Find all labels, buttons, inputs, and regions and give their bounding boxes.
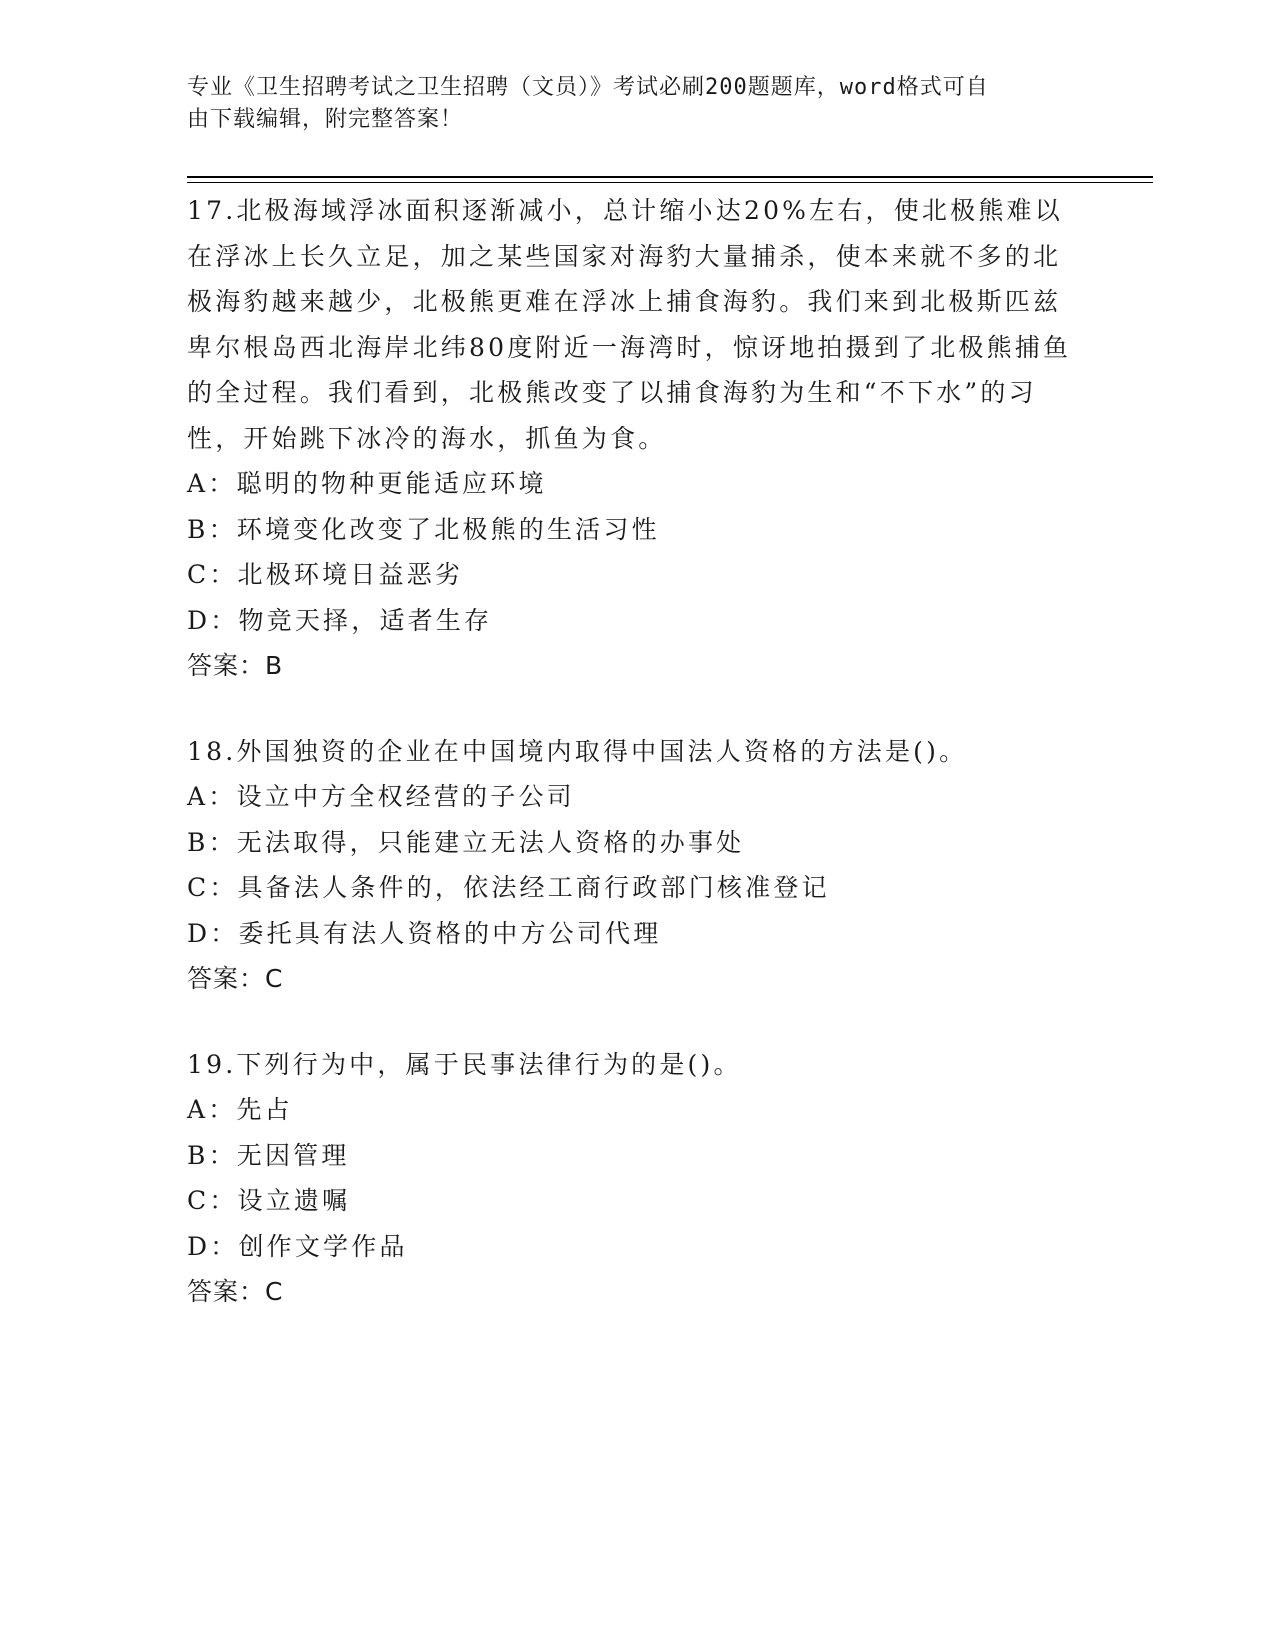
option-c: C：设立遗嘱	[187, 1186, 351, 1215]
option-a: A：先占	[187, 1095, 293, 1124]
answer-label: 答案：C	[187, 964, 284, 993]
option-d: D：委托具有法人资格的中方公司代理	[187, 918, 662, 948]
option-b: B：环境变化改变了北极熊的生活习性	[187, 514, 660, 544]
question-18	[187, 729, 1087, 1002]
answer-label: 答案：B	[187, 651, 284, 680]
header-divider-thin	[187, 182, 1153, 183]
document-header	[187, 72, 1067, 136]
option-a: A：聪明的物种更能适应环境	[187, 469, 547, 498]
question-17	[187, 188, 1087, 689]
header-divider-thick	[187, 176, 1153, 178]
header-line-2: 由下载编辑，附完整答案！	[187, 107, 464, 132]
question-stem: 18.外国独资的企业在中国境内取得中国法人资格的方法是()。	[187, 736, 968, 766]
option-b: B：无因管理	[187, 1140, 350, 1170]
option-b: B：无法取得，只能建立无法人资格的办事处	[187, 827, 745, 857]
answer-label: 答案：C	[187, 1277, 284, 1306]
option-a: A：设立中方全权经营的子公司	[187, 782, 575, 811]
question-stem: 17.北极海域浮冰面积逐渐减小，总计缩小达20%左右，使北极熊难以在浮冰上长久立足，加之某些国家对海豹大量捕杀，使本来就不多的北极海豹越来越少，北极熊更难在浮冰上捕食海豹。我们来到北极斯匹兹卑尔根岛西北海岸北纬80度附近一海湾时，惊讶地拍摄到了北极熊捕鱼的全过程。我们看到，北极熊改变了以捕食海豹为生和“不下水”的习性，开始跳下冰冷的海水，抓鱼为食。	[187, 196, 1072, 453]
option-c: C：具备法人条件的，依法经工商行政部门核准登记	[187, 873, 830, 902]
option-d: D：物竞天择，适者生存	[187, 605, 493, 635]
question-stem: 19.下列行为中，属于民事法律行为的是()。	[187, 1049, 742, 1079]
question-19	[187, 1042, 1087, 1315]
option-d: D：创作文学作品	[187, 1231, 408, 1261]
header-line-1: 专业《卫生招聘考试之卫生招聘（文员）》考试必刷200题题库，word格式可自	[187, 75, 989, 100]
option-c: C：北极环境日益恶劣	[187, 560, 464, 589]
question-list	[187, 188, 1087, 1355]
